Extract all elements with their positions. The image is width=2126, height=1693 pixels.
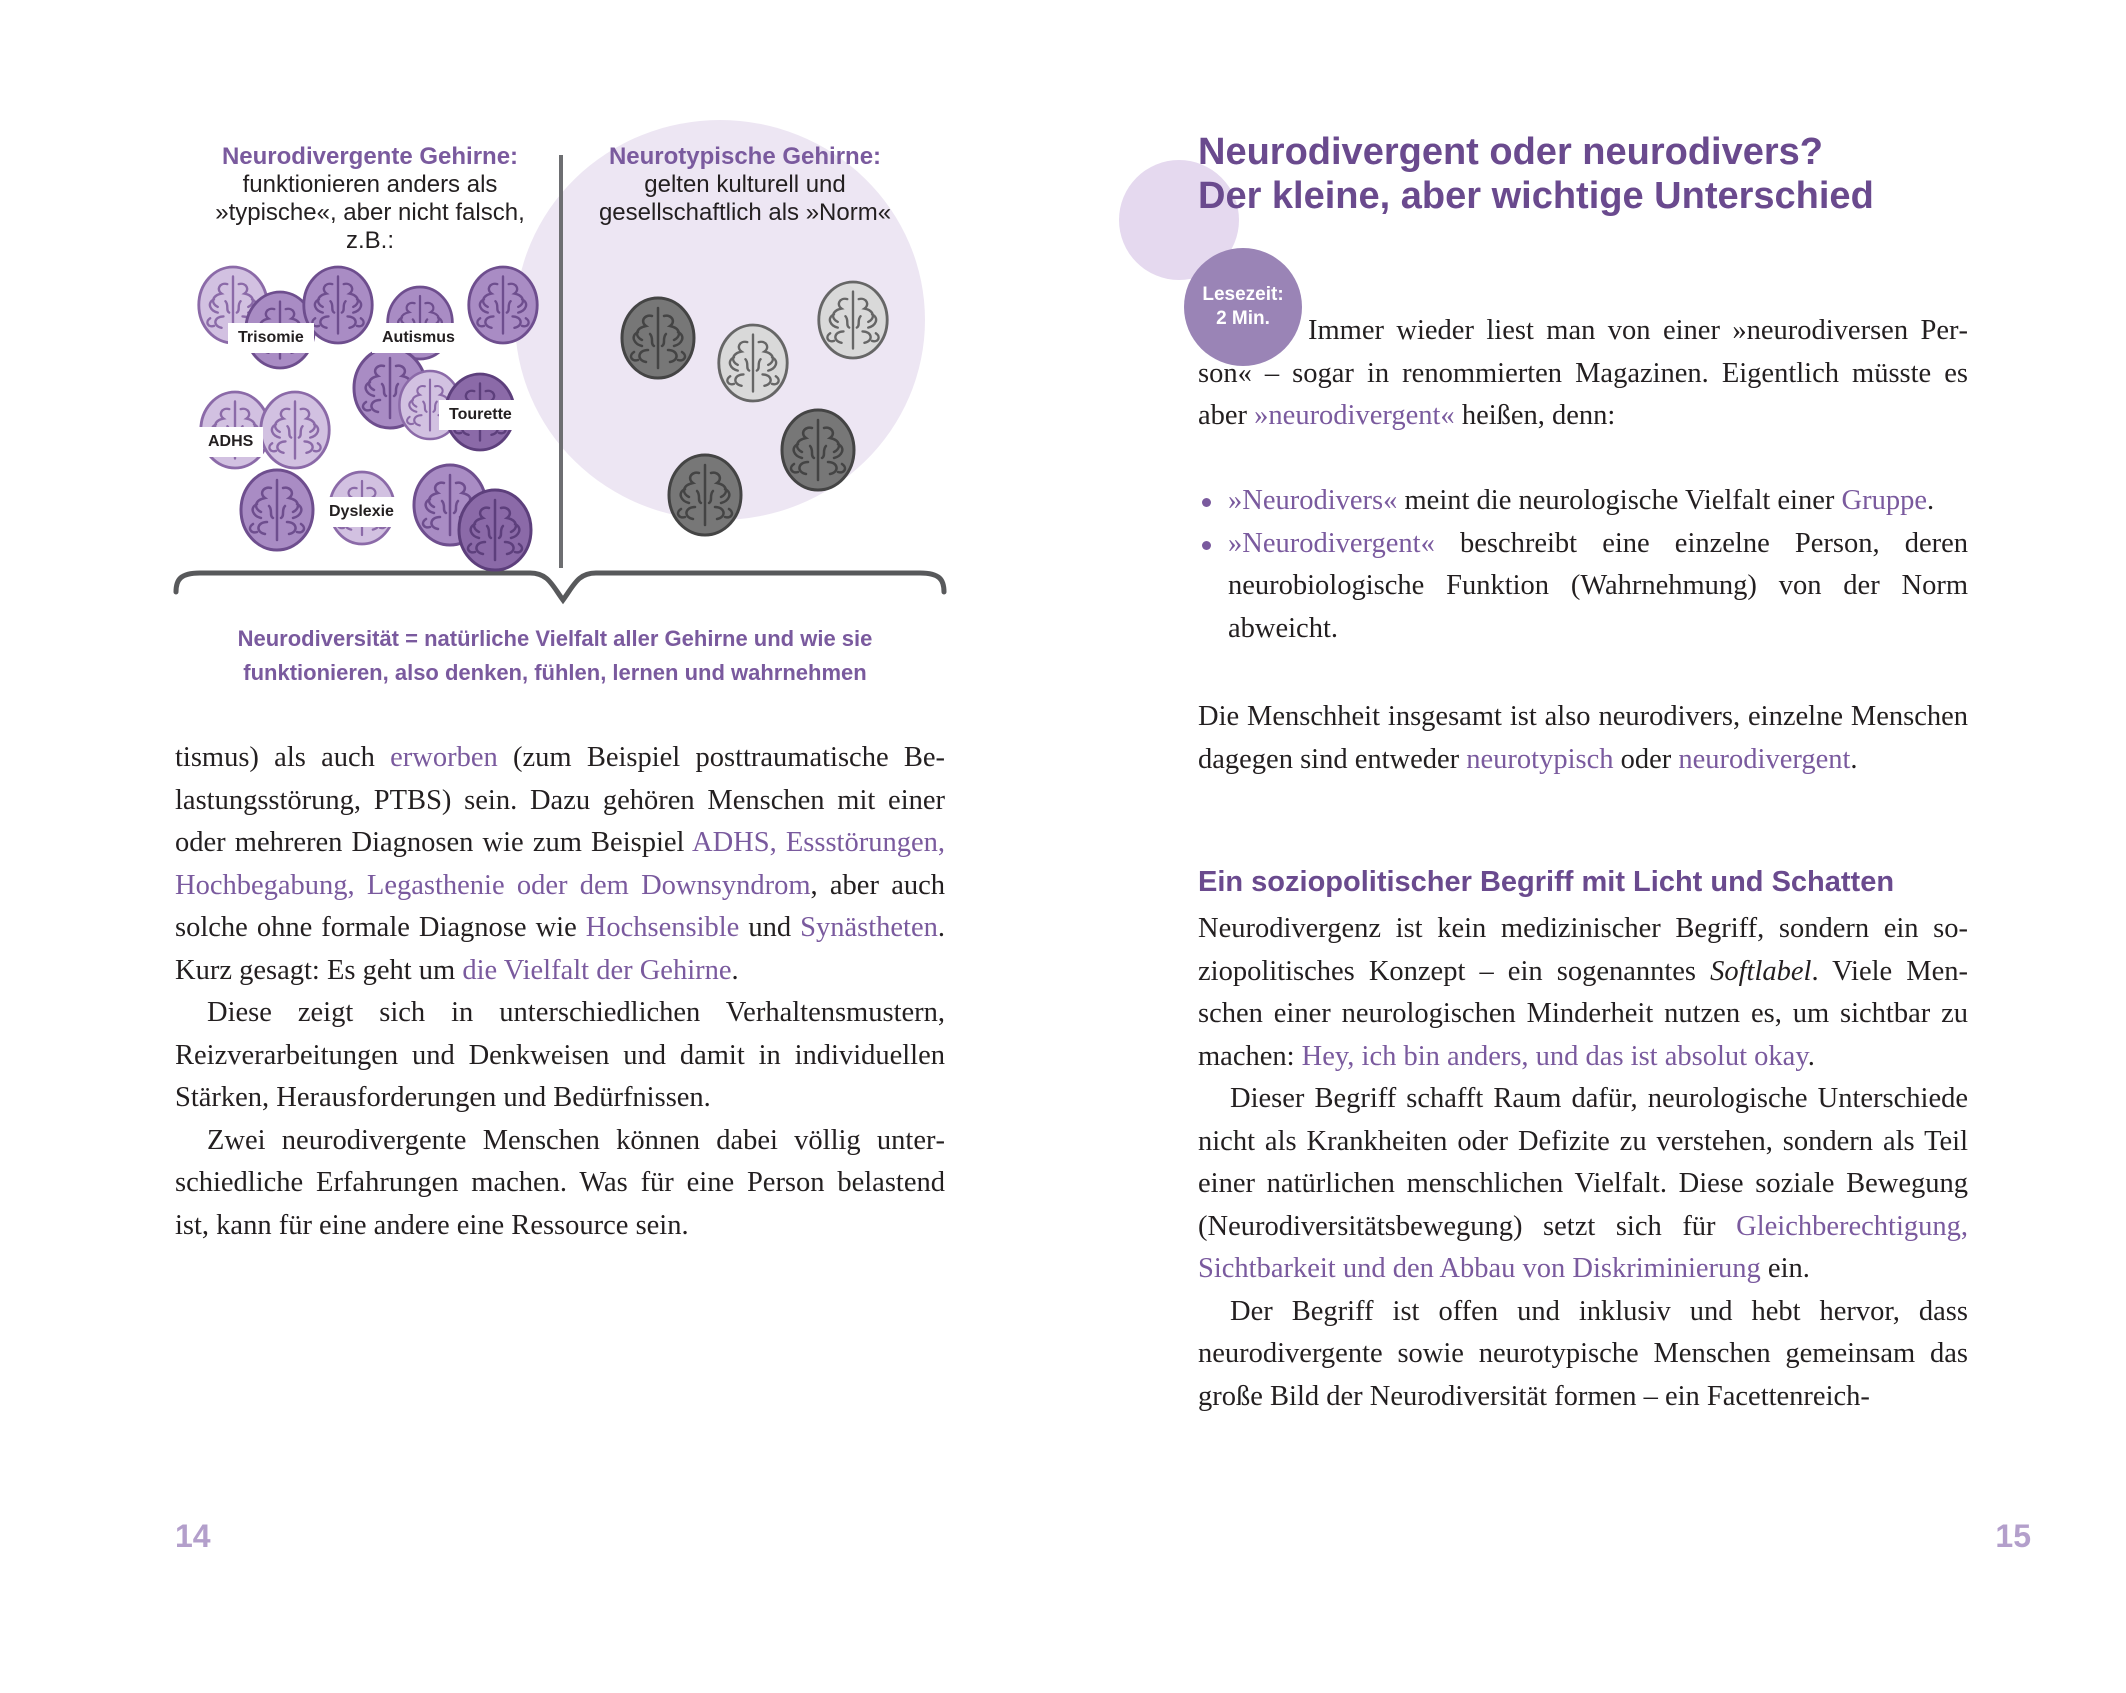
text-run: Immer wieder liest man von einer »neurodiversen Person« – sogar in renommierten Magazinen. Eigentlich müsste es aber [1198,315,1968,431]
neurotypical-title: Neurotypische Gehirne: [608,143,882,170]
text-run: Der Begriff ist offen und inklusiv und hebt hervor, dass neurodivergente sowie neurotypische Menschen gemeinsam das große Bild der Neurodiversität formen – ein Facettenreich- [1198,1295,1968,1412]
text-run: Dieser Begriff schafft Raum dafür, neurologische Unterschiede nicht als Krankheiten oder Defizite zu verstehen, sondern als Teil einer natürlichen menschlichen Vielfalt. Diese soziale Bewegung (Neurodiversitätsbewegung) setzt sich für [1198,1083,1968,1242]
reading-time-label: Lesezeit: [1202,284,1284,305]
highlighted-term: »Neurodivers« [1228,485,1398,516]
tag-adhs: ADHS [198,427,263,457]
text-run: . Viele Menschen einer neurologischen Minderheit nutzen es, um sichtbar zu machen: [1198,955,1969,1072]
text-run: , aber auch solche ohne formale Diagnose wie [175,869,946,943]
summary-paragraph [1198,696,1968,781]
tag-tourette: Tourette [439,400,522,430]
brain-icon [304,267,372,343]
caption-line: Neurodiversität = natürliche Vielfalt aller Gehirne und wie sie [237,626,873,651]
body-paragraph [1198,1078,1968,1291]
infographic-drawing [0,0,1063,720]
text-run: . [1807,1040,1815,1072]
neurodiversity-infographic [0,0,1063,720]
intro-text [1198,310,1968,650]
reading-time-value: 2 Min. [1216,308,1270,329]
text-run: oder [1613,743,1679,775]
neurodivergent-line: z.B.: [345,227,394,254]
brain-icon [459,490,531,570]
body-paragraph [175,737,945,992]
highlighted-term: Hey, ich bin anders, und das ist absolut okay [1301,1040,1808,1072]
section-text [1198,908,1968,1418]
chapter-title-line: Neurodivergent oder neurodivers? [1198,131,1824,173]
highlighted-term: Synästheten [800,912,938,943]
page-number: 14 [175,1518,211,1554]
left-body-text [175,737,945,1247]
text-run: Zwei neurodivergente Menschen können dabei völlig unterschiedliche Erfahrungen machen. Was für eine Person belastend ist, kann für eine andere eine Ressource sein. [175,1124,945,1241]
highlighted-term: ADHS, Essstörungen, Hochbegabung, Legasthenie oder dem Downsyndrom [175,827,945,901]
highlighted-term: Gruppe [1841,485,1927,516]
body-paragraph [175,1120,945,1248]
neurodivergent-line: »typische«, aber nicht falsch, [215,199,525,226]
highlighted-term: die Vielfalt der Gehirne [462,954,732,986]
brain-icon [261,392,329,468]
body-paragraph [1198,908,1968,1078]
text-run: meint die neurologische Vielfalt einer [1397,485,1842,516]
summary-text [1198,696,1968,781]
neurotypical-line: gesellschaftlich als »Norm« [598,199,892,226]
brain-icon [669,455,741,535]
text-run: . [731,954,739,986]
text-run: tismus) als auch [175,742,391,773]
body-paragraph [175,992,945,1120]
highlighted-term: neurodivergent [1678,743,1851,775]
brain-icon [622,298,694,378]
text-run: Diese zeigt sich in unterschiedlichen Verhaltensmustern, Reizverarbeitungen und Denkweisen und damit in individuellen Stärken, Herausforderungen und Bedürfnissen. [175,997,945,1113]
text-run: (zum Beispiel posttraumatische Belastungsstörung, PTBS) sein. Dazu gehören Menschen mit einer oder mehreren Diagnosen wie zum Beispiel [175,742,945,858]
definition-item [1198,480,1968,523]
neurodivergent-line: funktionieren anders als [242,171,498,198]
spacer [1198,438,1968,481]
tag-autismus: Autismus [372,323,465,353]
brain-icon [819,282,887,358]
text-run: . [1850,743,1858,775]
caption-line: funktionieren, also denken, fühlen, lernen und wahrnehmen [243,660,867,685]
chapter-title [1198,130,2018,218]
brain-icon [469,267,537,343]
highlighted-term: neurotypisch [1466,743,1614,775]
intro-paragraph [1198,310,1968,438]
page-number: 15 [1995,1518,2031,1554]
text-run: und [739,912,801,943]
text-run: . Kurz gesagt: Es geht um [175,912,945,986]
infographic-caption [170,622,940,690]
tag-trisomie: Trisomie [228,323,314,353]
neurotypical-heading [580,143,910,227]
section-heading: Ein soziopolitischer Begriff mit Licht und Schatten [1198,866,1895,898]
neurotypical-line: gelten kulturell und [644,171,846,198]
neurodivergent-heading [200,143,540,255]
highlighted-term: erworben [390,742,498,773]
brain-icon [719,325,787,401]
text-run: heißen, denn: [1454,400,1616,431]
highlighted-term: »Neurodivergent« [1228,527,1435,559]
highlighted-term: Hochsensible [585,912,740,943]
text-run: ein. [1760,1253,1810,1284]
text-run: beschreibt eine einzelne Person, deren neurobiologische Funktion (Wahrnehmung) von der Norm abweicht. [1228,527,1968,644]
text-run: Neurodivergenz ist kein medizinischer Begriff, sondern ein soziopolitisches Konzept – ein sogenanntes [1198,913,1968,987]
body-paragraph [1198,1291,1968,1419]
brain-icon [241,470,313,550]
tag-dyslexie: Dyslexie [319,497,404,527]
brain-icon [782,410,854,490]
chapter-title-line: Der kleine, aber wichtige Unterschied [1198,175,1874,217]
text-run: Die Menschheit insgesamt ist also neurodivers, einzelne Menschen dagegen sind entweder [1198,701,1968,775]
curly-brace [176,573,944,600]
neurodivergent-title: Neurodivergente Gehirne: [221,143,519,170]
right-page [1063,0,2126,1693]
highlighted-term: Gleichberechtigung, Sichtbarkeit und den Abbau von Diskriminierung [1198,1210,1968,1284]
text-run: . [1926,485,1935,516]
definition-item [1198,523,1968,651]
definition-list [1198,480,1968,650]
italic-term: Softlabel [1710,955,1812,987]
highlighted-term: »neurodivergent« [1254,400,1455,431]
